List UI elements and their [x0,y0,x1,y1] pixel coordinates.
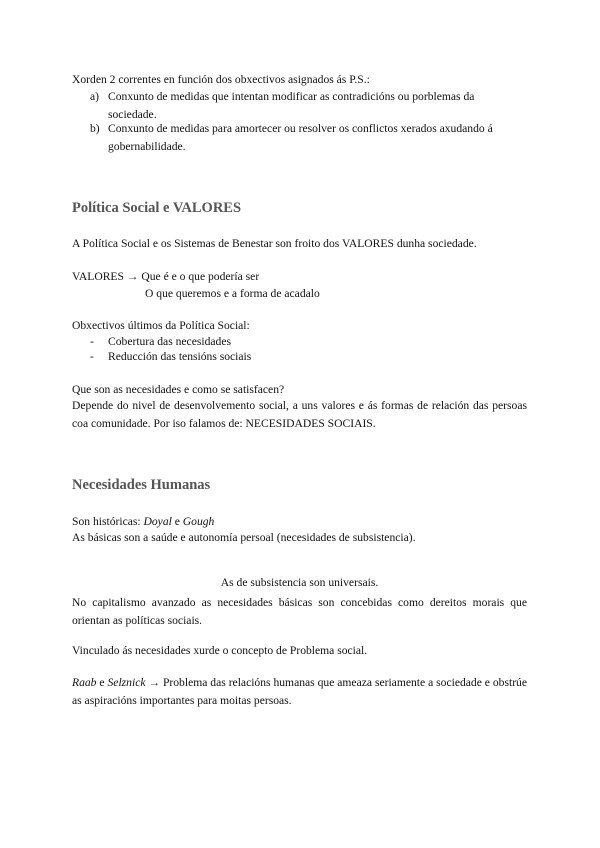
vinculado-line: Vinculado ás necesidades xurde o concepto de Problema social. [72,644,368,657]
author-doyal: Doyal [143,515,172,528]
bullet-marker: - [90,350,94,363]
politica-social-paragraph: A Política Social e os Sistemas de Benestar son froito dos VALORES dunha sociedade. [72,237,477,250]
valores-line-2: O que queremos e a forma de acadalo [145,287,320,300]
bullet-text: Cobertura das necesidades [108,335,231,348]
author-selznick: Selznick [107,676,146,689]
basicas-line: As básicas son a saúde e autonomía persoal (necesidades de subsistencia). [72,531,416,544]
list-marker: b) [90,122,100,135]
list-marker: a) [90,90,100,103]
historicas-prefix: Son históricas: [72,515,144,528]
bullet-text: Reducción das tensións sociais [108,350,252,363]
list-item-text: Conxunto de medidas que intentan modificar as contradicións ou porblemas da sociedade. [108,90,475,121]
necesidades-question: Que son as necesidades e como se satisfacen? [72,383,285,396]
bullet-marker: - [90,335,94,348]
capitalismo-paragraph: No capitalismo avanzado as necesidades básicas son concebidas como dereitos morais que orientan as políticas sociais. [72,596,527,627]
section-heading-necesidades-humanas: Necesidades Humanas [72,477,211,493]
necesidades-answer: Depende do nivel de desenvolvemento social, a uns valores e ás formas de relación das persoas coa comunidade. Por iso falamos de: NECESIDADES SOCIAIS. [72,399,527,430]
intro-text: Xorden 2 correntes en función dos obxectivos asignados ás P.S.: [72,73,370,86]
author-gough: Gough [182,515,215,528]
author-raab: Raab [72,676,97,689]
list-item-text: Conxunto de medidas para amortecer ou resolver os conflictos xerados axudando á gobernabilidade. [108,122,493,153]
conjunction: e [96,676,108,689]
valores-line: VALORES → Que é e o que podería ser [72,270,260,283]
section-heading-politica-social: Política Social e VALORES [72,200,242,216]
subsistencia-line: As de subsistencia son universais. [220,575,379,589]
definition-text: → Problema das relacións humanas que ameaza seriamente a sociedade e obstrúe as aspiracións importantes para moitas persoas. [72,676,527,707]
obxectivos-title: Obxectivos últimos da Política Social: [72,319,250,332]
problema-social-definition [72,674,527,710]
conjunction: e [171,515,183,528]
